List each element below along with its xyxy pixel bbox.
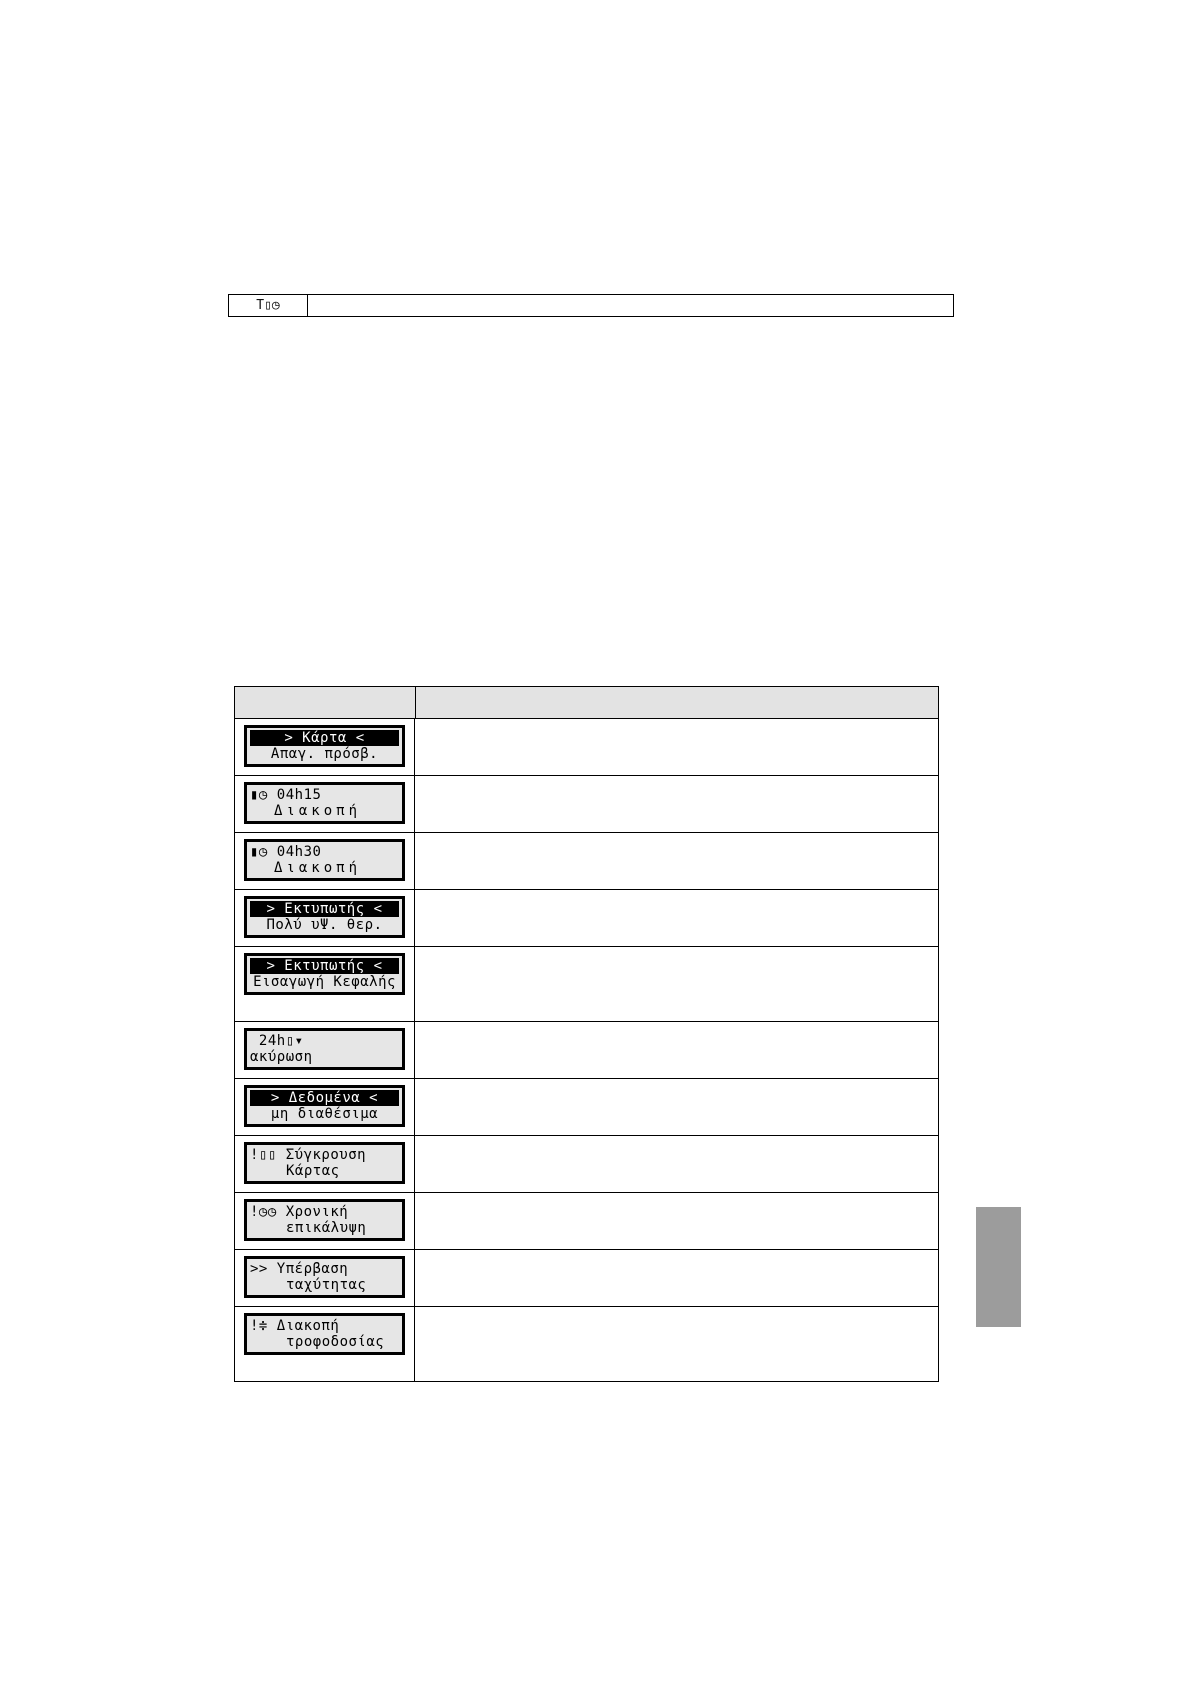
display-cell: [235, 1022, 415, 1078]
display-cell: [235, 1136, 415, 1192]
meaning-cell: [415, 1193, 938, 1249]
lcd-display: [244, 1028, 405, 1070]
display-cell: [235, 719, 415, 775]
lcd-line-1: > Δεδομένα <: [250, 1090, 399, 1106]
lcd-display: [244, 725, 405, 767]
table-row: [235, 1022, 938, 1079]
display-cell: [235, 947, 415, 1021]
lcd-line-1: !≑ Διακοπή: [250, 1318, 340, 1334]
header-display-column: [235, 687, 416, 718]
lcd-line-1: > Εκτυπωτής <: [250, 958, 399, 974]
lcd-display: [244, 839, 405, 881]
lcd-display: [244, 782, 405, 824]
table-row: [235, 719, 938, 776]
meaning-cell: [415, 1250, 938, 1306]
meaning-cell: [415, 890, 938, 946]
lcd-display: [244, 896, 405, 938]
lcd-line-1: !▯▯ Σύγκρουση: [250, 1147, 367, 1163]
display-cell: [235, 833, 415, 889]
lcd-display: [244, 953, 405, 995]
display-cell: [235, 1307, 415, 1381]
table-row: [235, 1307, 938, 1381]
table-row: [235, 1136, 938, 1193]
meaning-cell: [415, 833, 938, 889]
lcd-display: [244, 1199, 405, 1241]
lcd-line-1: !◷◷ Χρονική: [250, 1204, 349, 1220]
lcd-line-1: ▮◷ 04h30: [250, 844, 322, 860]
lcd-line-1: > Κάρτα <: [250, 730, 399, 746]
table-row: [235, 1250, 938, 1307]
display-cell: [235, 1079, 415, 1135]
display-cell: [235, 1250, 415, 1306]
meaning-cell: [415, 1307, 938, 1381]
lcd-line-2: μη διαθέσιμα: [270, 1106, 379, 1122]
table-row: [235, 776, 938, 833]
tachograph-symbol: T▯◷: [229, 295, 308, 316]
lcd-display: [244, 1142, 405, 1184]
table-body: [235, 719, 938, 1381]
lcd-line-1: >> Υπέρβαση: [250, 1261, 349, 1277]
table-row: [235, 833, 938, 890]
table-row: [235, 890, 938, 947]
lcd-line-2: Διακοπή: [274, 803, 362, 819]
lcd-line-2: ακύρωση: [250, 1049, 313, 1065]
lcd-line-1: > Εκτυπωτής <: [250, 901, 399, 917]
display-cell: [235, 890, 415, 946]
meaning-cell: [415, 947, 938, 1021]
lcd-line-1: ▮◷ 04h15: [250, 787, 322, 803]
lcd-line-2: επικάλυψη: [286, 1220, 367, 1236]
display-messages-table: [234, 686, 939, 1382]
header-meaning-column: [416, 687, 938, 718]
lcd-line-2: Εισαγωγή Κεφαλής: [253, 974, 396, 990]
lcd-line-2: ταχύτητας: [286, 1277, 367, 1293]
display-cell: [235, 1193, 415, 1249]
section-thumb-tab: [976, 1207, 1021, 1327]
meaning-cell: [415, 1136, 938, 1192]
display-cell: [235, 776, 415, 832]
meaning-cell: [415, 1079, 938, 1135]
lcd-line-2: Κάρτας: [286, 1163, 340, 1179]
meaning-cell: [415, 1022, 938, 1078]
lcd-display: [244, 1085, 405, 1127]
table-row: [235, 1079, 938, 1136]
lcd-line-2: Απαγ. πρόσβ.: [270, 746, 379, 762]
meaning-cell: [415, 776, 938, 832]
symbol-legend-box: [228, 294, 954, 317]
lcd-line-1: 24h▯▾: [250, 1033, 304, 1049]
table-row: [235, 947, 938, 1022]
lcd-line-2: τροφοδοσίας: [286, 1334, 385, 1350]
lcd-display: [244, 1256, 405, 1298]
lcd-line-2: Διακοπή: [274, 860, 362, 876]
table-row: [235, 1193, 938, 1250]
lcd-line-2: Πολύ υΨ. θερ.: [266, 917, 383, 933]
symbol-description: [308, 295, 953, 316]
meaning-cell: [415, 719, 938, 775]
table-header: [235, 687, 938, 719]
lcd-display: [244, 1313, 405, 1355]
